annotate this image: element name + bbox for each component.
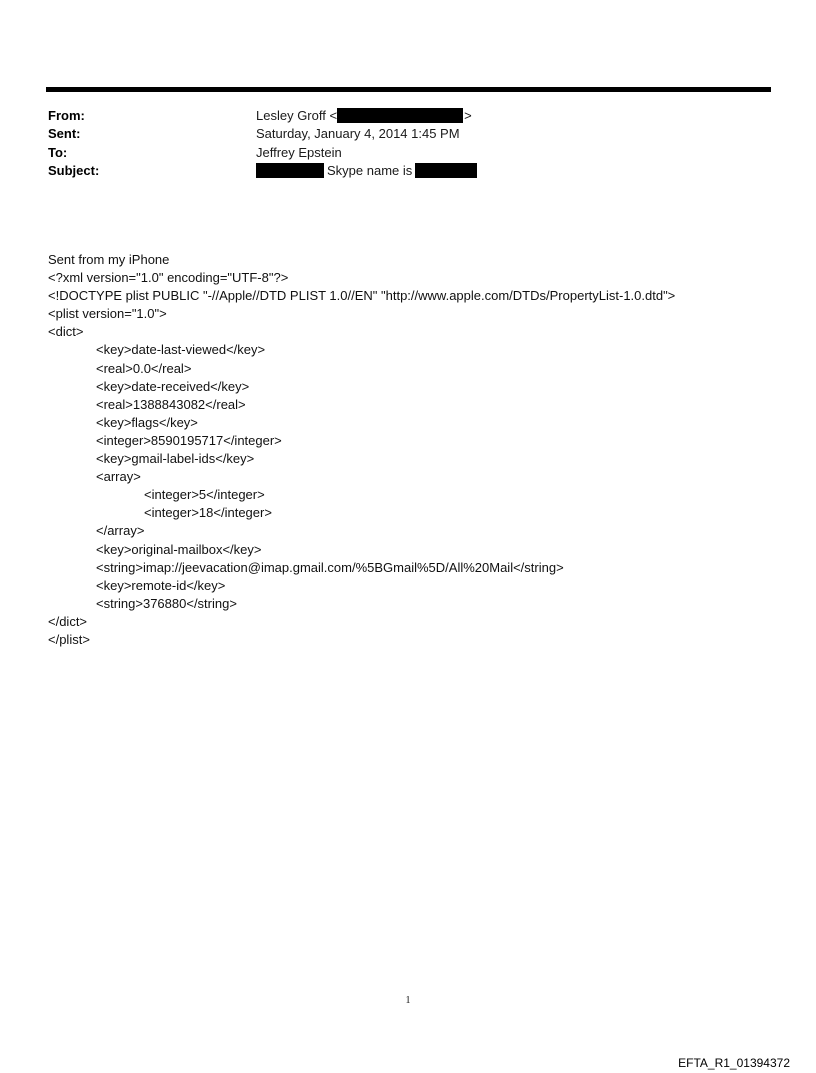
body-line: Sent from my iPhone <box>48 252 170 267</box>
redacted-email-block <box>337 108 463 123</box>
from-close-bracket: > <box>464 108 472 123</box>
body-line: <key>date-received</key> <box>96 378 250 394</box>
redacted-skype-name-block <box>415 163 477 178</box>
body-line: <real>0.0</real> <box>96 360 192 376</box>
document-id: EFTA_R1_01394372 <box>678 1056 790 1070</box>
body-line: <key>remote-id</key> <box>96 577 226 593</box>
sent-label: Sent: <box>48 126 81 142</box>
subject-label: Subject: <box>48 162 100 178</box>
body-line: </dict> <box>48 613 88 629</box>
body-line: <integer>5</integer> <box>144 487 265 503</box>
body-line: </array> <box>96 523 145 539</box>
page-number: 1 <box>405 995 411 1006</box>
body-line: <key>date-last-viewed</key> <box>96 342 266 358</box>
to-label: To: <box>48 144 68 160</box>
body-line: <!DOCTYPE plist PUBLIC "-//Apple//DTD PLIST 1.0//EN" "http://www.apple.com/DTDs/PropertyList-1.0.dtd"> <box>48 288 676 304</box>
body-line: <array> <box>96 469 141 485</box>
subject-text: Skype name is <box>327 162 413 178</box>
body-line: <string>376880</string> <box>96 595 237 611</box>
body-line: <key>flags</key> <box>96 414 198 430</box>
from-name: Lesley Groff < <box>256 108 338 123</box>
body-line: </plist> <box>48 631 90 647</box>
subject-row <box>48 162 748 180</box>
body-line: <plist version="1.0"> <box>48 306 167 322</box>
header-rule <box>46 87 771 92</box>
body-line: <integer>18</integer> <box>144 505 272 521</box>
body-line: <?xml version="1.0" encoding="UTF-8"?> <box>48 270 289 286</box>
body-line: <key>gmail-label-ids</key> <box>96 451 255 467</box>
body-line: <string>imap://jeevacation@imap.gmail.com/%5BGmail%5D/All%20Mail</string> <box>96 559 564 575</box>
from-row <box>48 107 748 125</box>
sent-value: Saturday, January 4, 2014 1:45 PM <box>256 126 460 142</box>
body-line: <integer>8590195717</integer> <box>96 432 282 448</box>
to-value: Jeffrey Epstein <box>256 144 342 160</box>
email-header <box>48 107 748 180</box>
sent-row <box>48 125 748 143</box>
body-line: <key>original-mailbox</key> <box>96 541 262 557</box>
subject-value <box>256 162 477 180</box>
email-body <box>48 251 788 649</box>
from-label: From: <box>48 108 85 123</box>
to-row <box>48 144 748 162</box>
body-line: <dict> <box>48 324 84 340</box>
from-value <box>256 107 472 125</box>
redacted-subject-block <box>256 163 324 178</box>
body-line: <real>1388843082</real> <box>96 396 246 412</box>
